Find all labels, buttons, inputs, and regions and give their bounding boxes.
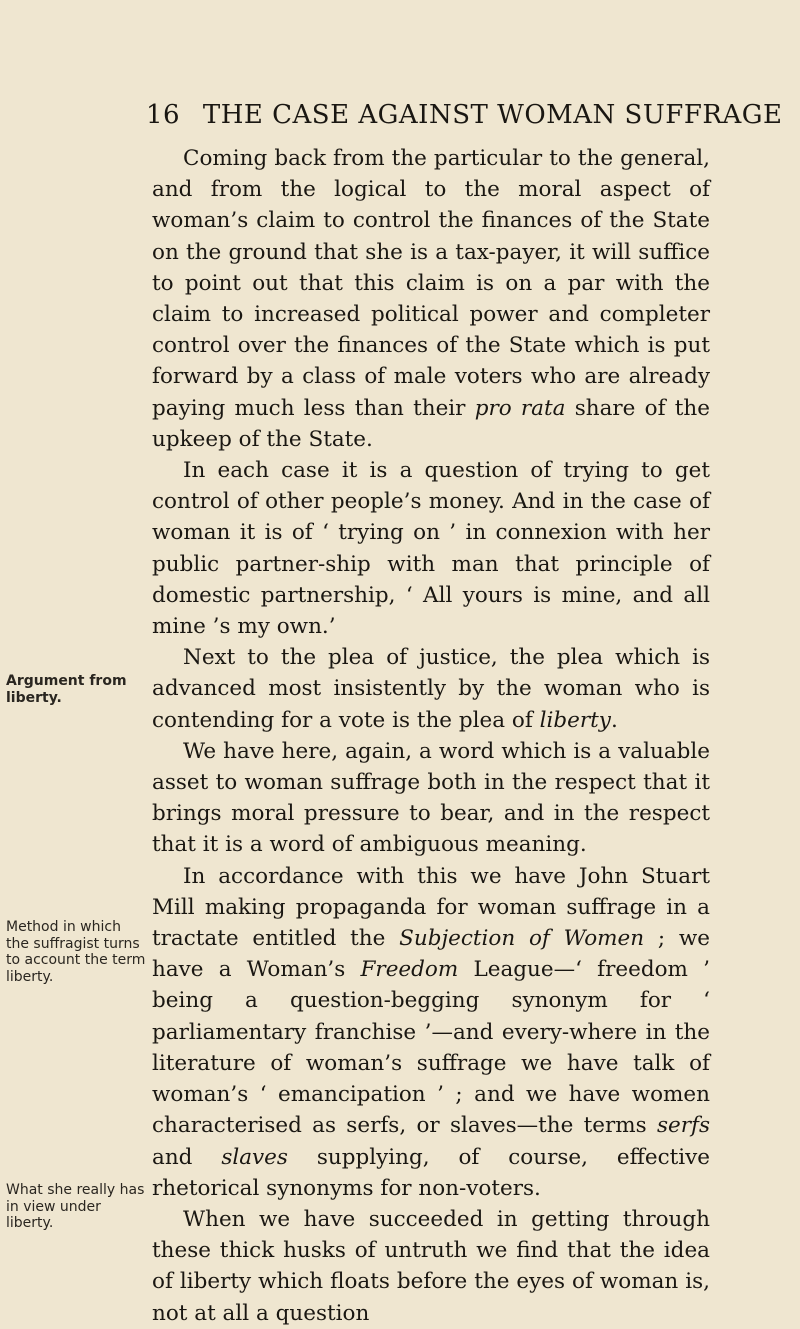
- page-number: 16: [146, 100, 181, 130]
- margin-note-argument-from-liberty: Argument from liberty.: [6, 673, 127, 706]
- paragraph-1: Coming back from the particular to the general, and from the logical to the moral aspect of woman’s claim to control the finances of the State on the ground that she is a tax-payer, it will suffice to point out that this claim is on a par with the claim to increased political power and completer control over the finances of the State which is put forward by a class of male voters who are already paying much less than their pro rata share of the upkeep of the State.: [152, 146, 710, 452]
- body-text: [152, 143, 710, 1329]
- running-title: THE CASE AGAINST WOMAN SUFFRAGE: [202, 100, 783, 130]
- paragraph-5: In accordance with this we have John Stuart Mill making propaganda for woman suffrage in a tractate entitled the Subjection of Women ; we have a Woman’s Freedom League—‘ freedom ’ being a question-begging synonym for ‘ parliamentary franchise ’—and every-where in the literature of woman’s suffrage we have talk of woman’s ‘ emancipation ’ ; and we have women characterised as serfs, or slaves—the terms serfs and slaves supplying, of course, effective rhetorical synonyms for non-voters.: [152, 863, 710, 1201]
- running-header: [146, 100, 783, 130]
- margin-note-what-she-has-in-view: What she really has in view under liberty.: [6, 1182, 145, 1231]
- paragraph-2: In each case it is a question of trying to get control of other people’s money. And in the case of woman it is of ‘ trying on ’ in connexion with her public partner-ship with man that principle of domestic partnership, ‘ All yours is mine, and all mine ’s my own.’: [152, 458, 710, 640]
- margin-note-method: Method in which the suffragist turns to account the term liberty.: [6, 919, 146, 985]
- paragraph-4: We have here, again, a word which is a valuable asset to woman suffrage both in the respect that it brings moral pressure to bear, and in the respect that it is a word of ambiguous meaning.: [152, 738, 710, 858]
- paragraph-3: Next to the plea of justice, the plea which is advanced most insistently by the woman who is contending for a vote is the plea of liberty.: [152, 645, 710, 733]
- paragraph-6: When we have succeeded in getting through these thick husks of untruth we find that the idea of liberty which floats before the eyes of woman is, not at all a question: [152, 1206, 710, 1326]
